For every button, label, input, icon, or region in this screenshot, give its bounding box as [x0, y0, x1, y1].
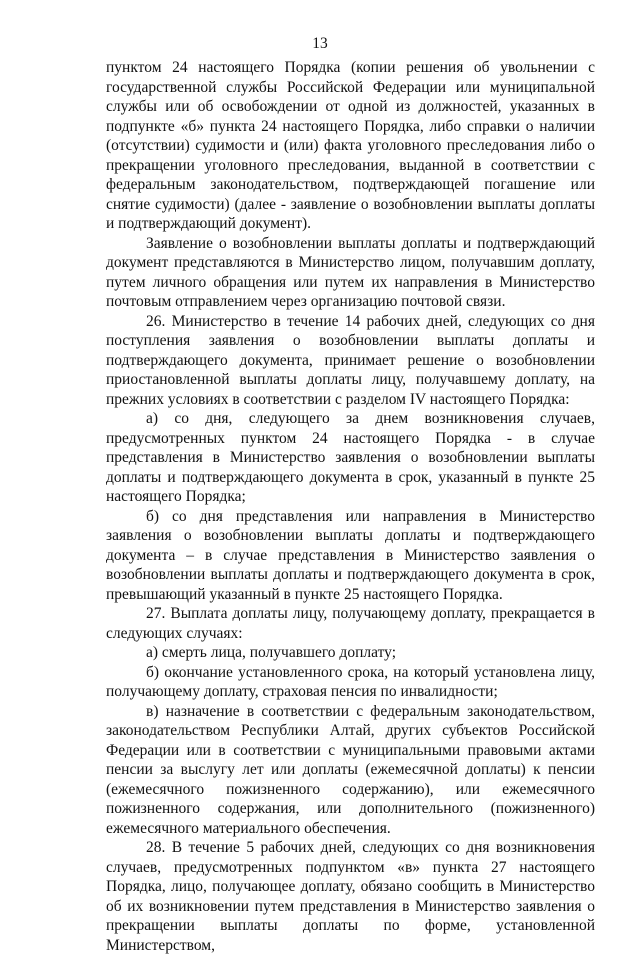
- paragraph-application-submission: Заявление о возобновлении выплаты доплаты и подтверждающий документ представляются в Министерство лицом, получавшим доплату, путем личного обращения или путем их направления в Министерство почтовым отправлением через организацию почтовой связи.: [106, 234, 595, 310]
- paragraph-item-28: 28. В течение 5 рабочих дней, следующих со дня возникновения случаев, предусмотренных подпунктом «в» пункта 27 настоящего Порядка, лицо, получающее доплату, обязано сообщить в Министерство об их возникновении путем представления в Министерство заявления о прекращении выплаты доплаты по форме, установленной Министерством,: [106, 839, 595, 954]
- paragraph-continuation: пунктом 24 настоящего Порядка (копии решения об увольнении с государственной службы Российской Федерации или муниципальной службы или об освобождении от одной из должностей, указанных в подпункте «б» пункта 24 настоящего Порядка, либо справки о наличии (отсутствии) судимости и (или) факта уголовного преследования либо о прекращении уголовного преследования, выданной в соответствии с федеральным законодательством, подтверждающей погашение или снятие судимости) (далее - заявление о возобновлении выплаты доплаты и подтверждающий документ).: [106, 59, 595, 232]
- paragraph-item-27-v: в) назначение в соответствии с федеральным законодательством, законодательством Республики Алтай, других субъектов Российской Федерации или в соответствии с муниципальными правовыми актами пенсии за выслугу лет или доплаты (ежемесячной доплаты) к пенсии (ежемесячного пожизненного содержанию), или ежемесячного пожизненного содержания, или дополнительного (пожизненного) ежемесячного материального обеспечения.: [106, 702, 595, 837]
- paragraph-item-26: 26. Министерство в течение 14 рабочих дней, следующих со дня поступления заявления о возобновлении выплаты доплаты и подтверждающего документа, принимает решение о возобновлении приостановленной выплаты доплаты лицу, получавшему доплату, на прежних условиях в соответствии с разделом IV настоящего Порядка:: [106, 312, 595, 408]
- paragraph-item-26-b: б) со дня представления или направления в Министерство заявления о возобновлении выплаты доплаты и подтверждающего документа – в случае представления в Министерство заявления о возобновлении выплаты доплаты и подтверждающего документа в срок, превышающий указанный в пункте 25 настоящего Порядка.: [106, 507, 595, 603]
- paragraph-item-27: 27. Выплата доплаты лицу, получающему доплату, прекращается в следующих случаях:: [106, 605, 595, 642]
- document-body: [106, 58, 595, 955]
- paragraph-item-26-a: а) со дня, следующего за днем возникновения случаев, предусмотренных пунктом 24 настоящего Порядка - в случае представления в Министерство заявления о возобновлении выплаты доплаты и подтверждающего документа в срок, указанный в пункте 25 настоящего Порядка;: [106, 410, 595, 505]
- paragraph-item-27-a: а) смерть лица, получавшего доплату;: [146, 644, 396, 661]
- page-number: 13: [312, 35, 328, 52]
- paragraph-item-27-b: б) окончание установленного срока, на который установлена лицу, получающему доплату, страховая пенсия по инвалидности;: [106, 663, 595, 700]
